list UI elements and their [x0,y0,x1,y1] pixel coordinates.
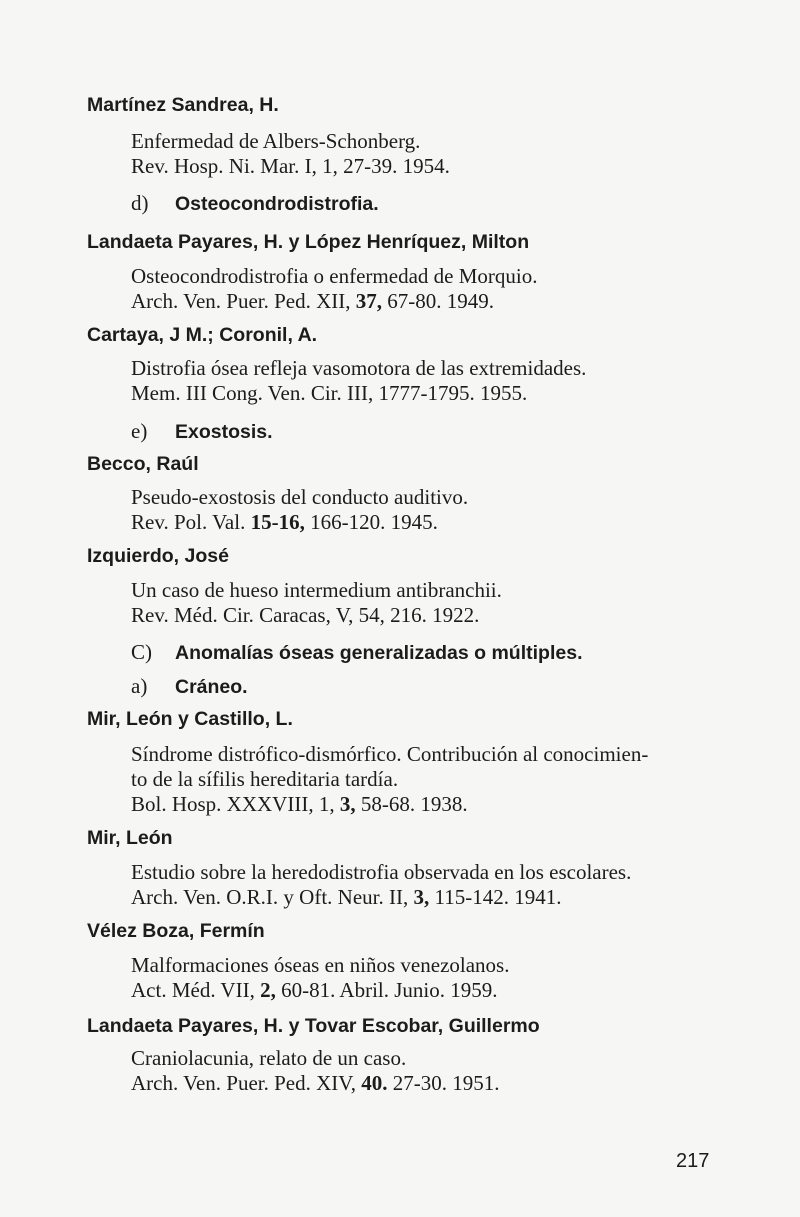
section-heading: C) Anomalías óseas generalizadas o múltiples. [131,640,583,664]
entry-author: Landaeta Payares, H. y Tovar Escobar, Guillermo [87,1015,540,1037]
entry-title: Enfermedad de Albers-Schonberg. [131,129,421,153]
entry-author: Landaeta Payares, H. y López Henríquez, Milton [87,231,530,253]
entry-title: Craniolacunia, relato de un caso. [131,1046,407,1070]
entry-title: Distrofia ósea refleja vasomotora de las extremidades. [131,356,587,380]
entry-reference: Arch. Ven. Puer. Ped. XII, 37, 67-80. 1949. [131,289,494,313]
entry-reference: Rev. Pol. Val. 15-16, 166-120. 1945. [131,510,438,534]
entry-author: Mir, León [87,827,173,849]
page-number: 217 [676,1150,710,1172]
entry-title: Osteocondrodistrofia o enfermedad de Morquio. [131,264,538,288]
entry-reference: Rev. Méd. Cir. Caracas, V, 54, 216. 1922. [131,603,480,627]
entry-title: Pseudo-exostosis del conducto auditivo. [131,485,469,509]
entry-author: Cartaya, J M.; Coronil, A. [87,324,318,346]
section-heading: e) Exostosis. [131,419,273,443]
entry-reference: Rev. Hosp. Ni. Mar. I, 1, 27-39. 1954. [131,154,450,178]
entry-reference: Arch. Ven. Puer. Ped. XIV, 40. 27-30. 1951. [131,1071,500,1095]
entry-title-continuation: to de la sífilis hereditaria tardía. [131,767,399,791]
entry-author: Martínez Sandrea, H. [87,94,279,116]
entry-reference: Mem. III Cong. Ven. Cir. III, 1777-1795. 1955. [131,381,528,405]
entry-title: Estudio sobre la heredodistrofia observada en los escolares. [131,860,632,884]
entry-title: Un caso de hueso intermedium antibranchii. [131,578,502,602]
entry-title: Malformaciones óseas en niños venezolanos. [131,953,510,977]
entry-reference: Act. Méd. VII, 2, 60-81. Abril. Junio. 1959. [131,978,498,1002]
entry-author: Vélez Boza, Fermín [87,920,265,942]
entry-reference: Bol. Hosp. XXXVIII, 1, 3, 58-68. 1938. [131,792,468,816]
section-heading: a) Cráneo. [131,674,248,698]
entry-title: Síndrome distrófico-dismórfico. Contribución al conocimien- [131,742,649,766]
entry-author: Becco, Raúl [87,453,199,475]
entry-reference: Arch. Ven. O.R.I. y Oft. Neur. II, 3, 115-142. 1941. [131,885,562,909]
entry-author: Mir, León y Castillo, L. [87,708,293,730]
section-heading: d) Osteocondrodistrofia. [131,191,379,215]
entry-author: Izquierdo, José [87,545,229,567]
